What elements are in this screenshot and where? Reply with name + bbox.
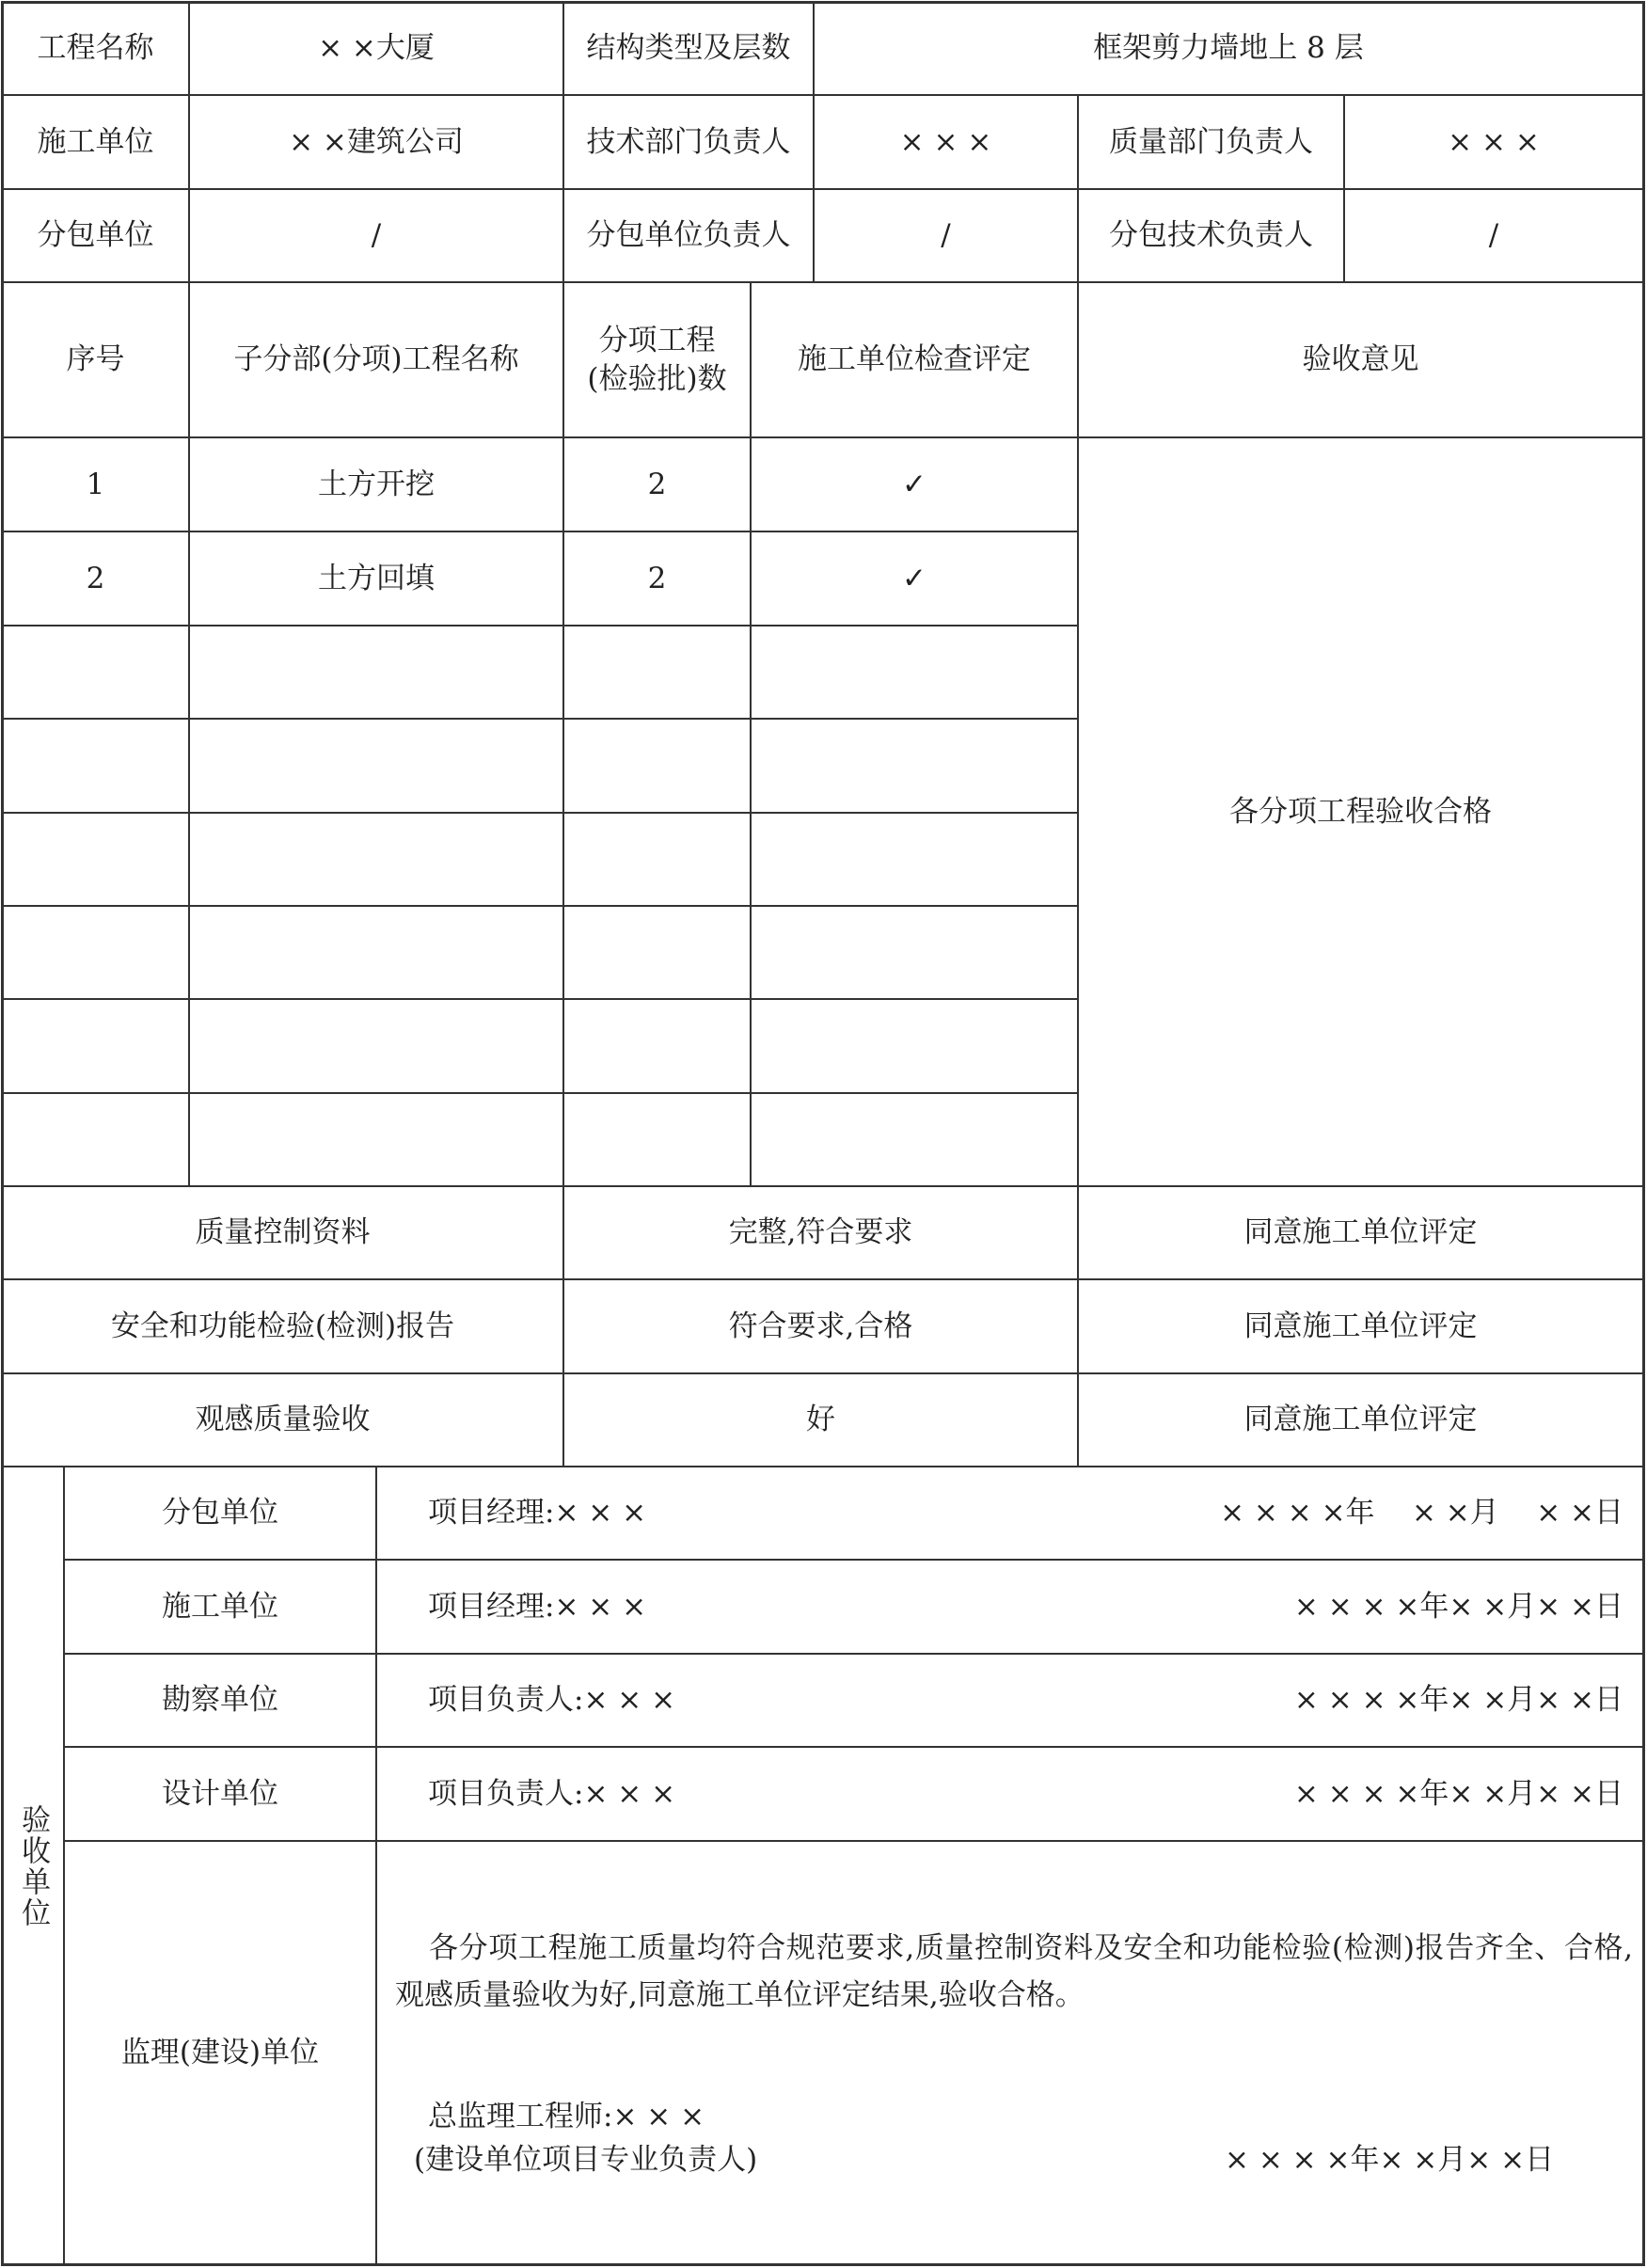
- subcontractor-label: 分包单位: [37, 218, 154, 253]
- contractor-label: 施工单位: [37, 124, 154, 159]
- acceptance-date-survey: × × × ×年× ×月× ×日: [1293, 1683, 1623, 1718]
- table-row-2-name: 土方回填: [318, 561, 435, 595]
- safety-report-result: 符合要求,合格: [728, 1308, 913, 1343]
- appearance-quality-label: 观感质量验收: [195, 1403, 371, 1437]
- supervision-comment: 各分项工程施工质量均符合规范要求,质量控制资料及安全和功能检验(检测)报告齐全、合格,观感质量验收为好,同意施工单位评定结果,验收合格。: [395, 1931, 1633, 2012]
- supervision-engineer: 总监理工程师:× × ×: [428, 2099, 705, 2133]
- column-header-check: 施工单位检查评定: [798, 342, 1031, 377]
- acceptance-unit-design: 设计单位: [162, 1776, 278, 1811]
- acceptance-group-label: 验收单位: [16, 1803, 51, 1928]
- acceptance-person-contractor: 项目经理:× × ×: [428, 1589, 647, 1624]
- hline: [2, 905, 1078, 907]
- tech-head-label: 技术部门负责人: [586, 124, 791, 159]
- acceptance-date-subcontractor: × × × ×年 × ×月 × ×日: [1220, 1496, 1623, 1531]
- table-row-1-name: 土方开挖: [318, 467, 435, 501]
- supervision-engineer-note: (建设单位项目专业负责人): [414, 2142, 758, 2177]
- appearance-quality-opinion: 同意施工单位评定: [1243, 1403, 1478, 1437]
- table-row-1-count: 2: [647, 467, 667, 501]
- table-row-2-no: 2: [86, 561, 105, 595]
- acceptance-person-design: 项目负责人:× × ×: [428, 1776, 676, 1811]
- hline: [2, 1092, 1078, 1094]
- appearance-quality-result: 好: [806, 1403, 835, 1437]
- acceptance-unit-contractor: 施工单位: [162, 1589, 278, 1624]
- acceptance-date-contractor: × × × ×年× ×月× ×日: [1293, 1589, 1623, 1624]
- hline: [2, 998, 1078, 1000]
- column-header-name: 子分部(分项)工程名称: [233, 342, 519, 377]
- acceptance-unit-subcontractor: 分包单位: [162, 1496, 278, 1531]
- project-name-value: × ×大厦: [318, 31, 435, 66]
- acceptance-person-subcontractor: 项目经理:× × ×: [428, 1496, 647, 1531]
- contractor-value: × ×建筑公司: [289, 124, 464, 159]
- structure-value: 框架剪力墙地上 8 层: [1093, 31, 1364, 66]
- tech-head-value: × × ×: [899, 124, 992, 159]
- hline: [2, 718, 1078, 720]
- safety-report-opinion: 同意施工单位评定: [1243, 1308, 1478, 1343]
- sub-head-value: /: [941, 218, 951, 253]
- quality-control-opinion: 同意施工单位评定: [1243, 1215, 1478, 1250]
- table-row-2-check-mark: ✓: [902, 561, 926, 595]
- quality-head-value: × × ×: [1448, 124, 1540, 159]
- acceptance-person-survey: 项目负责人:× × ×: [428, 1683, 676, 1718]
- safety-report-label: 安全和功能检验(检测)报告: [110, 1308, 455, 1343]
- subcontractor-value: /: [371, 218, 382, 253]
- sub-tech-head-label: 分包技术负责人: [1109, 218, 1313, 253]
- quality-head-label: 质量部门负责人: [1109, 124, 1313, 159]
- acceptance-date-design: × × × ×年× ×月× ×日: [1293, 1776, 1623, 1811]
- table-row-1-no: 1: [86, 467, 105, 501]
- acceptance-unit-survey: 勘察单位: [162, 1683, 278, 1718]
- column-header-no: 序号: [66, 342, 125, 377]
- supervision-date: × × × ×年× ×月× ×日: [1225, 2142, 1555, 2177]
- project-name-label: 工程名称: [37, 31, 154, 66]
- table-row-1-check-mark: ✓: [902, 467, 926, 501]
- column-header-opinion: 验收意见: [1302, 342, 1419, 377]
- structure-label: 结构类型及层数: [586, 31, 791, 66]
- quality-control-label: 质量控制资料: [195, 1215, 371, 1250]
- acceptance-unit-supervision: 监理(建设)单位: [120, 2036, 320, 2070]
- table-row-2-count: 2: [647, 561, 667, 595]
- hline: [2, 812, 1078, 814]
- sub-tech-head-value: /: [1488, 218, 1499, 253]
- column-header-count: 分项工程 (检验批)数: [587, 324, 727, 396]
- sub-head-label: 分包单位负责人: [586, 218, 791, 253]
- items-opinion: 各分项工程验收合格: [1229, 794, 1492, 829]
- quality-control-result: 完整,符合要求: [728, 1215, 913, 1250]
